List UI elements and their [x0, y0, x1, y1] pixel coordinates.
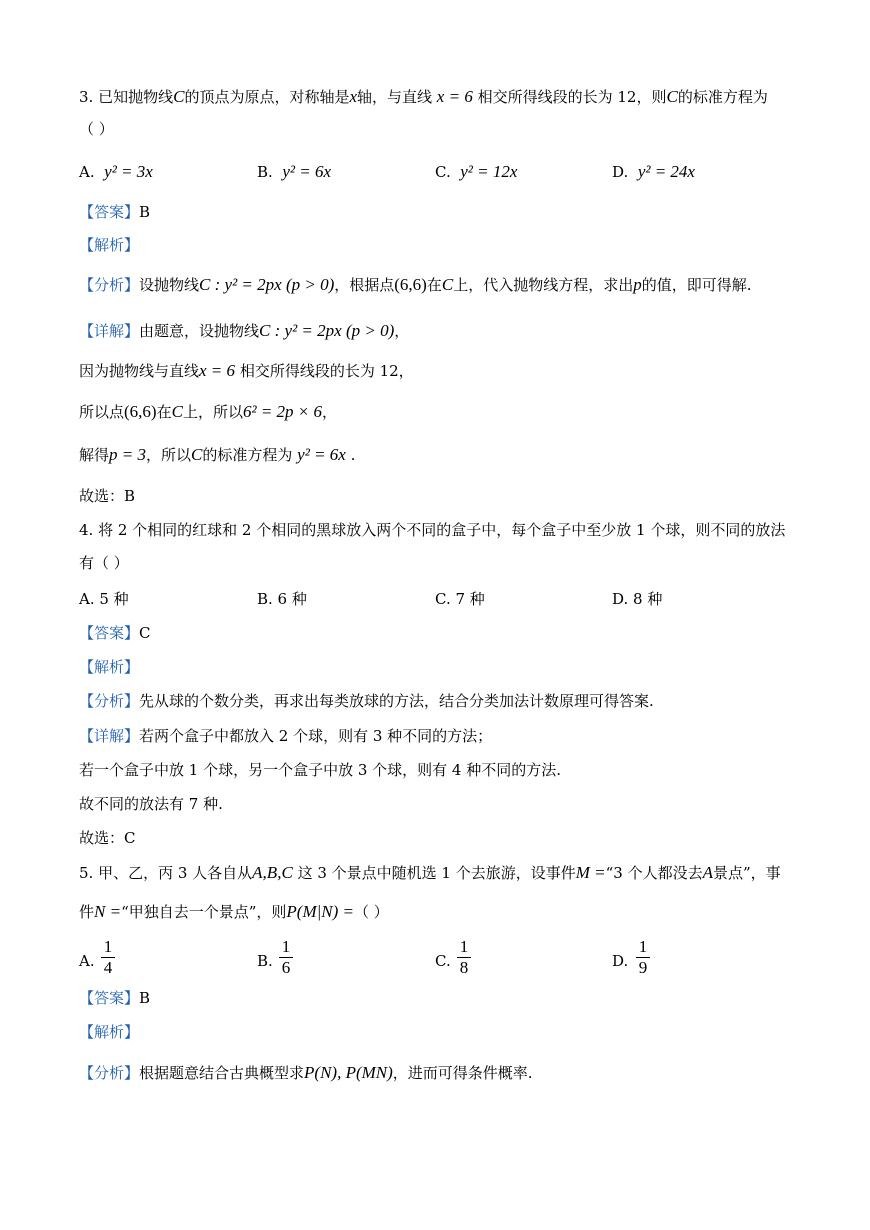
q5-stem-line2: 件N =“甲独自去一个景点”，则P(M|N) =（ ） — [79, 902, 389, 921]
q5-option-d-label: D. — [612, 952, 629, 970]
q4-choose: 故选：C — [79, 829, 136, 847]
q4-option-c: C. 7 种 — [435, 590, 485, 608]
q3-detail-line2: 因为抛物线与直线x = 6 相交所得线段的长为 12， — [79, 361, 414, 380]
q4-answer: 【答案】C — [79, 624, 151, 642]
q5-option-c-label: C. — [435, 952, 451, 970]
q4-analysis-tag: 【解析】 — [79, 658, 140, 676]
q5-option-c-fraction: 1 8 — [457, 938, 471, 977]
q5-fenxi: 【分析】根据题意结合古典概型求P(N), P(MN)，进而可得条件概率. — [79, 1063, 533, 1082]
q3-fenxi: 【分析】设抛物线C : y² = 2px (p > 0)，根据点(6,6)在C上，代入抛物线方程，求出p的值，即可得解. — [79, 275, 752, 294]
q3-paren: （ ） — [79, 120, 114, 138]
q3-option-b: B. y² = 6x — [257, 162, 332, 181]
q4-stem-line1: 4. 将 2 个相同的红球和 2 个相同的黑球放入两个不同的盒子中，每个盒子中至少放 1 个球，则不同的放法 — [79, 521, 786, 539]
q4-detail-line3: 故不同的放法有 7 种. — [79, 795, 223, 813]
q3-detail: 【详解】由题意，设抛物线C : y² = 2px (p > 0)， — [79, 321, 410, 340]
q5-option-b-label: B. — [257, 952, 273, 970]
q4-detail: 【详解】若两个盒子中都放入 2 个球，则有 3 种不同的方法； — [79, 727, 493, 745]
q3-analysis-tag: 【解析】 — [79, 236, 140, 254]
q4-option-d: D. 8 种 — [612, 590, 663, 608]
q3-stem-line1: 3. 已知抛物线C的顶点为原点，对称轴是x轴，与直线 x = 6 相交所得线段的长为 12，则C的标准方程为 — [79, 87, 768, 106]
q4-option-a: A. 5 种 — [79, 590, 129, 608]
q3-option-d: D. y² = 24x — [612, 162, 695, 181]
q3-detail-line3: 所以点(6,6)在C上，所以6² = 2p × 6， — [79, 402, 338, 421]
q3-answer: 【答案】B — [79, 203, 151, 221]
q5-option-a-fraction: 1 4 — [101, 938, 115, 977]
q3-choose: 故选：B — [79, 487, 136, 505]
q4-detail-line2: 若一个盒子中放 1 个球，另一个盒子中放 3 个球，则有 4 种不同的方法. — [79, 761, 562, 779]
q5-option-b-fraction: 1 6 — [279, 938, 293, 977]
q5-answer: 【答案】B — [79, 989, 151, 1007]
q5-stem-line1: 5. 甲、乙，丙 3 人各自从A,B,C 这 3 个景点中随机选 1 个去旅游，设事件M =“3 个人都没去A景点”，事 — [79, 863, 781, 882]
q4-fenxi: 【分析】先从球的个数分类，再求出每类放球的方法，结合分类加法计数原理可得答案. — [79, 692, 654, 710]
q3-detail-line4: 解得p = 3，所以C的标准方程为 y² = 6x . — [79, 445, 356, 464]
q4-option-b: B. 6 种 — [257, 590, 307, 608]
q5-option-a-label: A. — [79, 952, 95, 970]
q4-stem-line2: 有（ ） — [79, 554, 129, 572]
q3-option-c: C. y² = 12x — [435, 162, 518, 181]
q3-option-a: A. y² = 3x — [79, 162, 153, 181]
answer-tag: 【答案】 — [79, 203, 140, 221]
q5-option-d-fraction: 1 9 — [636, 938, 650, 977]
q5-analysis-tag: 【解析】 — [79, 1023, 140, 1041]
